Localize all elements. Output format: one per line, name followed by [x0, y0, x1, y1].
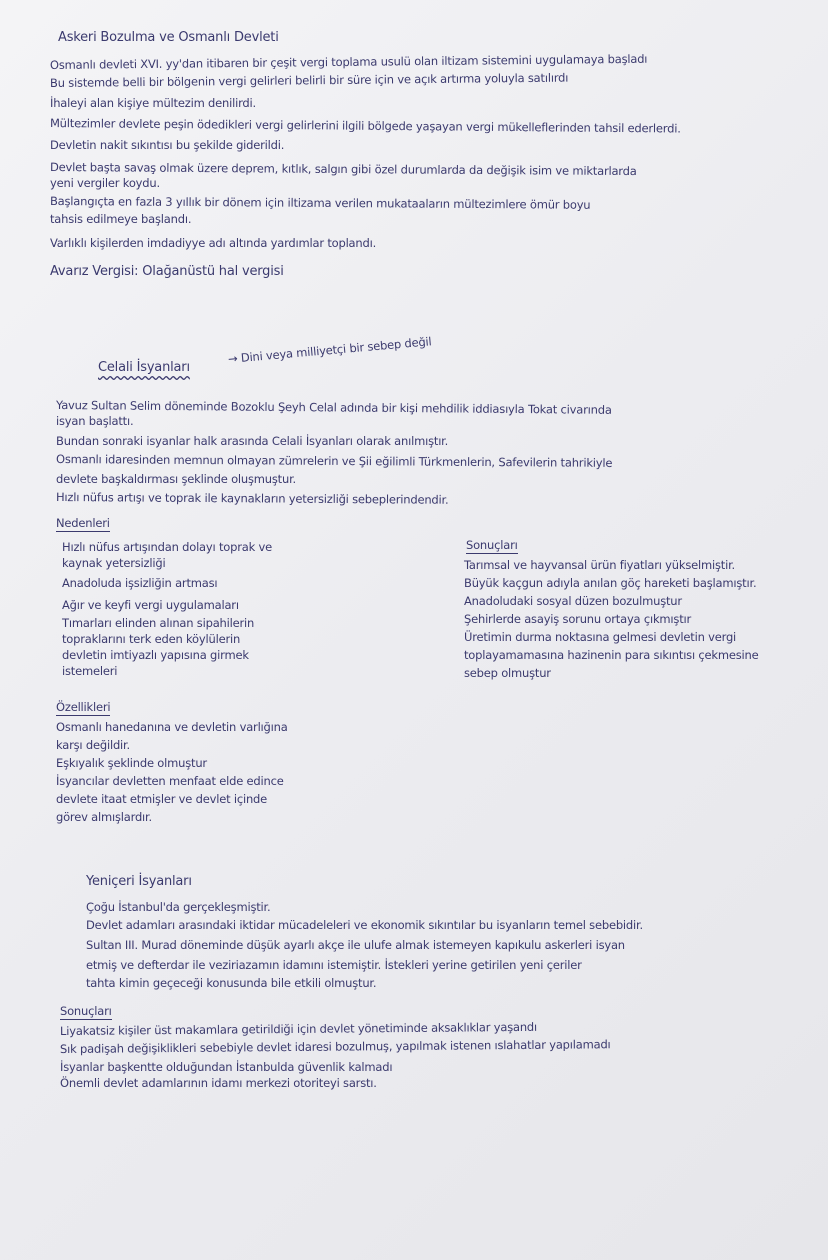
list-item: Hızlı nüfus artışından dolayı toprak ve	[62, 540, 272, 554]
list-item: Üretimin durma noktasına gelmesi devletin vergi	[464, 630, 737, 644]
list-item: İsyanlar başkentte olduğundan İstanbulda güvenlik kalmadı	[60, 1060, 393, 1074]
list-item: karşı değildir.	[56, 738, 130, 752]
list-item: Anadoludaki sosyal düzen bozulmuştur	[464, 594, 682, 608]
note-line: Çoğu İstanbul'da gerçekleşmiştir.	[86, 900, 271, 914]
page-title: Askeri Bozulma ve Osmanlı Devleti	[58, 30, 279, 45]
note-line: tahta kimin geçeceği konusunda bile etkili olmuştur.	[86, 976, 377, 990]
list-item: kaynak yetersizliği	[62, 556, 166, 570]
list-item: Şehirlerde asayiş sorunu ortaya çıkmıştır	[464, 612, 692, 626]
note-line: yeni vergiler koydu.	[50, 176, 160, 190]
note-line: Varlıklı kişilerden imdadiyye adı altında yardımlar toplandı.	[50, 236, 377, 250]
celali-heading: Celali İsyanları	[98, 360, 190, 375]
note-line: Devletin nakit sıkıntısı bu şekilde giderildi.	[50, 138, 285, 152]
list-item: görev almışlardır.	[56, 810, 152, 824]
note-line: Başlangıçta en fazla 3 yıllık bir dönem için iltizama verilen mukataaların mültezimlere ömür boyu	[49, 194, 591, 212]
note-line: İhaleyi alan kişiye mültezim denilirdi.	[50, 96, 256, 110]
note-line: Devlet başta savaş olmak üzere deprem, kıtlık, salgın gibi özel durumlarda da değişik isim ve miktarlarda	[49, 160, 637, 179]
list-item: Liyakatsiz kişiler üst makamlara getirildiği için devlet yönetiminde aksaklıklar yaşandı	[59, 1019, 538, 1038]
list-item: devlete itaat etmişler ve devlet içinde	[56, 792, 268, 806]
sonuclar-heading: Sonuçları	[466, 538, 518, 552]
list-item: Ağır ve keyfi vergi uygulamaları	[62, 598, 239, 612]
note-line: Osmanlı devleti XVI. yy'dan itibaren bir çeşit vergi toplama usulü olan iltizam sistemini uygulamaya başladı	[49, 51, 648, 72]
yeniceri-sonuclar-heading: Sonuçları	[60, 1004, 112, 1018]
list-item: İsyancılar devletten menfaat elde edince	[56, 774, 284, 788]
note-line: Mültezimler devlete peşin ödedikleri vergi gelirlerini ilgili bölgede yaşayan vergi mükelleflerinden tahsil ederlerdi.	[49, 116, 681, 136]
yeniceri-heading: Yeniçeri İsyanları	[86, 874, 192, 889]
list-item: Önemli devlet adamlarının idamı merkezi otoriteyi sarstı.	[60, 1076, 377, 1090]
note-line: isyan başlattı.	[56, 414, 134, 428]
list-item: istemeleri	[62, 664, 118, 678]
celali-side-note: → Dini veya milliyetçi bir sebep değil	[227, 334, 432, 366]
note-line: tahsis edilmeye başlandı.	[50, 212, 192, 226]
note-line: Sultan III. Murad döneminde düşük ayarlı akçe ile ulufe almak istemeyen kapıkulu askerleri isyan	[86, 938, 625, 952]
note-line: etmiş ve defterdar ile veziriazamın idamını istemiştir. İstekleri yerine getirilen yeni çeriler	[86, 958, 582, 972]
list-item: Anadoluda işsizliğin artması	[62, 576, 218, 590]
list-item: topraklarını terk eden köylülerin	[62, 632, 241, 646]
list-item: Eşkıyalık şeklinde olmuştur	[56, 756, 207, 770]
list-item: sebep olmuştur	[464, 666, 551, 680]
note-line: Bu sistemde belli bir bölgenin vergi gelirleri belirli bir süre için ve açık artırma yoluyla satılırdı	[49, 70, 569, 90]
note-line: Devlet adamları arasındaki iktidar mücadeleleri ve ekonomik sıkıntılar bu isyanların temel sebebidir.	[86, 918, 643, 932]
note-line: devlete başkaldırması şeklinde oluşmuştur.	[56, 472, 296, 486]
list-item: Osmanlı hanedanına ve devletin varlığına	[56, 720, 288, 734]
note-line: Hızlı nüfus artışı ve toprak ile kaynakların yetersizliği sebeplerindendir.	[55, 490, 449, 507]
note-line: Yavuz Sultan Selim döneminde Bozoklu Şeyh Celal adında bir kişi mehdilik iddiasıyla Tokat civarında	[55, 398, 612, 417]
list-item: Tımarları elinden alınan sipahilerin	[62, 616, 255, 630]
ozellikler-heading: Özellikleri	[56, 700, 111, 714]
note-line: Bundan sonraki isyanlar halk arasında Celali İsyanları olarak anılmıştır.	[56, 434, 449, 448]
list-item: Tarımsal ve hayvansal ürün fiyatları yükselmiştir.	[464, 558, 736, 572]
avariz-note: Avarız Vergisi: Olağanüstü hal vergisi	[50, 264, 284, 279]
list-item: devletin imtiyazlı yapısına girmek	[62, 648, 249, 662]
list-item: Büyük kaçgun adıyla anılan göç hareketi başlamıştır.	[464, 576, 757, 590]
nedenler-heading: Nedenleri	[56, 516, 110, 530]
list-item: toplayamamasına hazinenin para sıkıntısı çekmesine	[464, 648, 759, 662]
note-line: Osmanlı idaresinden memnun olmayan zümrelerin ve Şii eğilimli Türkmenlerin, Safevilerin tahrikiyle	[55, 452, 613, 470]
list-item: Sık padişah değişiklikleri sebebiyle devlet idaresi bozulmuş, yapılmak istenen ıslahatlar yapılamadı	[59, 1037, 611, 1056]
